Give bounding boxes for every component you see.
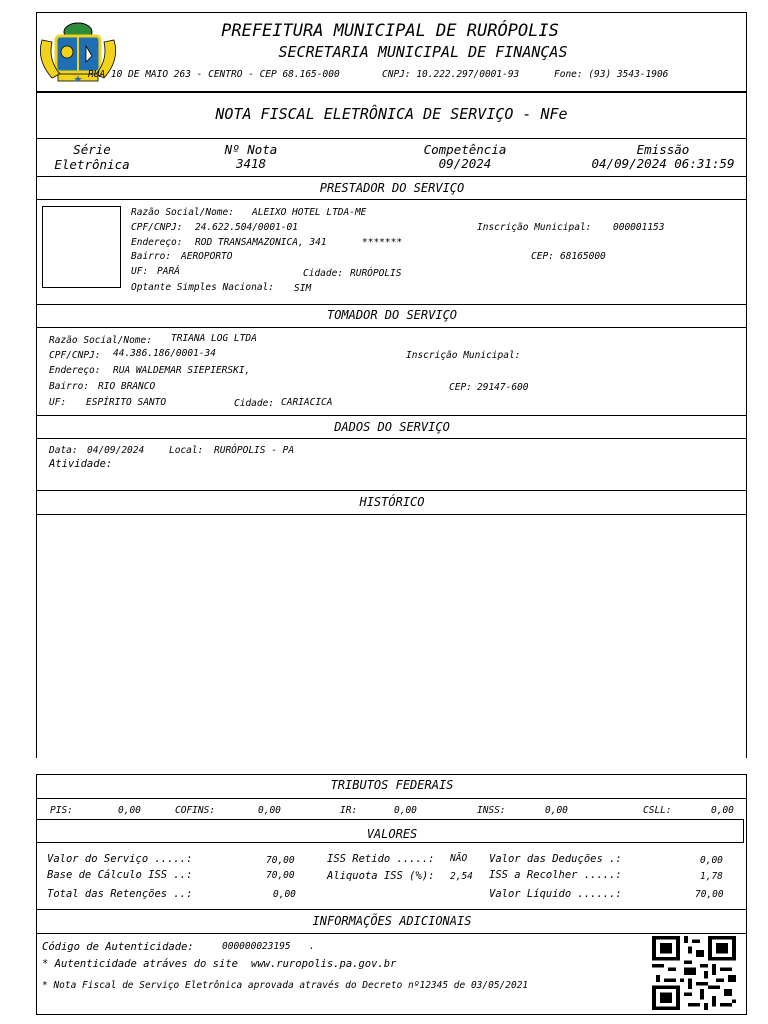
csll-value: 0,00 <box>711 805 734 816</box>
codigo-autenticidade-label: Código de Autenticidade: <box>42 941 194 953</box>
tomador-bairro-label: Bairro: <box>49 381 90 392</box>
prestador-endereco-label: Endereço: <box>131 237 183 248</box>
prestador-im: 000001153 <box>613 222 665 233</box>
tomador-razao: TRIANA LOG LTDA <box>171 333 257 344</box>
tomador-cidade: CARIACICA <box>281 397 333 408</box>
tributos-bottom-line <box>36 798 747 799</box>
prestador-im-label: Inscrição Municipal: <box>477 222 592 233</box>
prestador-razao: ALEIXO HOTEL LTDA-ME <box>252 207 367 218</box>
csll-label: CSLL: <box>643 805 672 816</box>
servico-atividade-label: Atividade: <box>49 458 113 470</box>
iss-recolher-label: ISS a Recolher .....: <box>489 869 622 881</box>
iss-retido: NÃO <box>450 853 468 864</box>
serie-value: Eletrônica <box>54 157 130 172</box>
tomador-uf-label: UF: <box>49 397 67 408</box>
prestador-simples-label: Optante Simples Nacional: <box>131 282 274 293</box>
servico-local-label: Local: <box>169 445 204 456</box>
prestador-cidade: RURÓPOLIS <box>350 268 402 279</box>
servico-data-label: Data: <box>49 445 78 456</box>
prestador-logo-placeholder <box>42 206 121 288</box>
tomador-cep-label: CEP: <box>449 382 472 393</box>
aliquota: 2,54 <box>450 871 473 882</box>
emissao-label: Emissão <box>636 142 690 157</box>
prestador-bairro-label: Bairro: <box>131 251 172 262</box>
tomador-endereco-label: Endereço: <box>49 365 101 376</box>
cofins-value: 0,00 <box>258 805 281 816</box>
ir-value: 0,00 <box>394 805 417 816</box>
prestador-endereco-extra: ******* <box>362 237 403 248</box>
competencia-label: Competência <box>423 142 507 157</box>
pis-label: PIS: <box>50 805 73 816</box>
tomador-cidade-label: Cidade: <box>234 398 275 409</box>
prestador-section-title: PRESTADOR DO SERVIÇO <box>319 181 465 195</box>
tomador-im-label: Inscrição Municipal: <box>406 350 521 361</box>
adicionais-section-title: INFORMAÇÕES ADICIONAIS <box>312 914 472 928</box>
prestador-simples: SIM <box>294 283 312 294</box>
valor-servico: 70,00 <box>266 855 295 866</box>
inss-label: INSS: <box>477 805 506 816</box>
adicionais-bottom-line <box>36 933 747 934</box>
tomador-cep: 29147-600 <box>477 382 529 393</box>
valor-liquido-label: Valor Líquido ......: <box>489 888 622 900</box>
ir-label: IR: <box>340 805 358 816</box>
prestador-razao-label: Razão Social/Nome: <box>131 207 234 218</box>
total-retencoes: 0,00 <box>273 889 296 900</box>
deducoes-label: Valor das Deduções .: <box>489 853 622 865</box>
servico-section-title: DADOS DO SERVIÇO <box>334 420 450 434</box>
header-subtitle: SECRETARIA MUNICIPAL DE FINANÇAS <box>278 43 568 61</box>
aliquota-label: Aliquota ISS (%): <box>327 870 435 882</box>
qr-code-icon <box>652 936 736 1010</box>
valor-servico-label: Valor do Serviço .....: <box>47 853 193 865</box>
total-retencoes-label: Total das Retenções ..: <box>47 888 193 900</box>
iss-retido-label: ISS Retido .....: <box>327 853 435 865</box>
nota-label: Nº Nota <box>224 142 278 157</box>
prestador-cep-label: CEP: <box>531 251 554 262</box>
prestador-uf-label: UF: <box>131 266 149 277</box>
nota-value: 3418 <box>235 156 267 171</box>
doc-title: NOTA FISCAL ELETRÔNICA DE SERVIÇO - NFe <box>215 105 568 123</box>
cofins-label: COFINS: <box>175 805 216 816</box>
valores-section-title: VALORES <box>366 827 418 841</box>
inss-value: 0,00 <box>545 805 568 816</box>
competencia-value: 09/2024 <box>438 156 492 171</box>
prestador-cidade-label: Cidade: <box>303 268 344 279</box>
header-title: PREFEITURA MUNICIPAL DE RURÓPOLIS <box>221 21 559 41</box>
tomador-bairro: RIO BRANCO <box>98 381 156 392</box>
prestador-endereco: ROD TRANSAMAZONICA, 341 <box>195 237 327 248</box>
tomador-section-title: TOMADOR DO SERVIÇO <box>326 308 458 322</box>
tomador-endereco: RUA WALDEMAR SIEPIERSKI, <box>113 365 251 376</box>
header-address: RUA 10 DE MAIO 263 - CENTRO - CEP 68.165-000 <box>88 69 340 80</box>
prestador-uf: PARÁ <box>157 266 180 277</box>
pis-value: 0,00 <box>118 805 141 816</box>
iss-recolher: 1,78 <box>700 871 723 882</box>
historico-section-title: HISTÓRICO <box>359 495 425 509</box>
adicionais-top-line <box>36 909 747 910</box>
codigo-autenticidade: 000000023195 <box>222 941 291 952</box>
prestador-cep: 68165000 <box>560 251 606 262</box>
site-link[interactable]: www.ruropolis.pa.gov.br <box>251 958 397 970</box>
codigo-autenticidade-dot: . <box>309 941 315 952</box>
deducoes: 0,00 <box>700 855 723 866</box>
serie-label: Série <box>73 142 111 157</box>
valor-liquido: 70,00 <box>695 889 724 900</box>
site-note: * Autenticidade atráves do site <box>42 958 238 970</box>
header-cnpj: CNPJ: 10.222.297/0001-93 <box>382 69 520 80</box>
decreto-note: * Nota Fiscal de Serviço Eletrônica aprovada através do Decreto nº12345 de 03/05/2021 <box>42 980 529 991</box>
tomador-uf: ESPÍRITO SANTO <box>86 397 167 408</box>
emissao-value: 04/09/2024 06:31:59 <box>591 156 735 171</box>
base-calculo-label: Base de Cálculo ISS ..: <box>47 869 193 881</box>
prestador-bairro: AEROPORTO <box>181 251 233 262</box>
tomador-cnpj: 44.386.186/0001-34 <box>113 348 216 359</box>
base-calculo: 70,00 <box>266 870 295 881</box>
servico-data: 04/09/2024 <box>87 445 145 456</box>
tributos-section-title: TRIBUTOS FEDERAIS <box>330 778 454 792</box>
tomador-razao-label: Razão Social/Nome: <box>49 335 152 346</box>
prestador-cnpj: 24.622.504/0001-01 <box>195 222 298 233</box>
header-phone: Fone: (93) 3543-1906 <box>554 69 669 80</box>
prestador-cnpj-label: CPF/CNPJ: <box>131 222 183 233</box>
servico-local: RURÓPOLIS - PA <box>214 445 295 456</box>
tomador-cnpj-label: CPF/CNPJ: <box>49 350 101 361</box>
